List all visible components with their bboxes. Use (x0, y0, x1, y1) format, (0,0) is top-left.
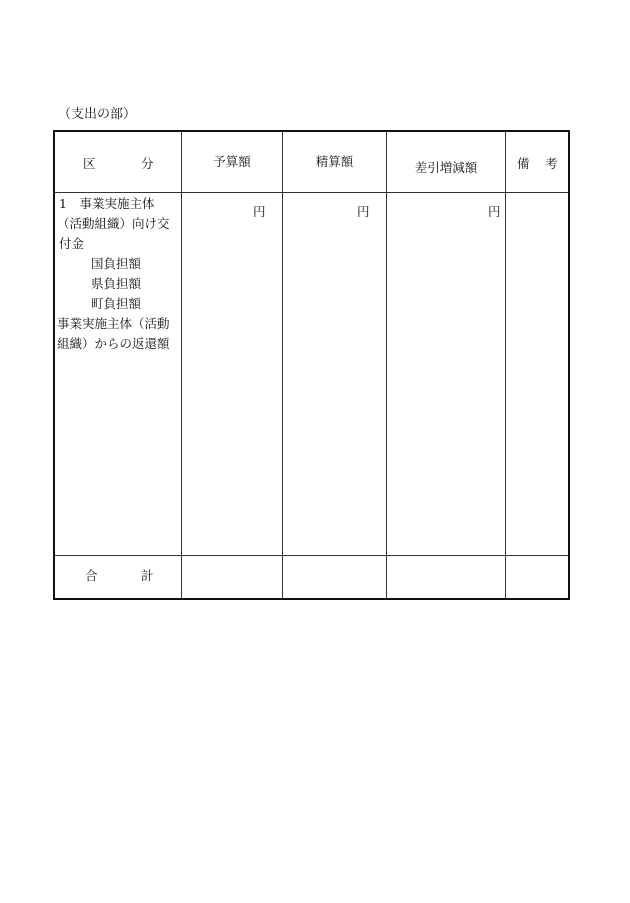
column-divider (505, 132, 506, 598)
header-remarks-second: 考 (545, 156, 558, 171)
category-line: （活動組織）向け交 (57, 216, 170, 231)
header-remarks-first: 備 (517, 156, 530, 171)
category-line: 事業実施主体（活動 (57, 316, 170, 331)
header-difference: 差引増減額 (414, 160, 478, 175)
total-label-second: 計 (141, 568, 154, 583)
header-category-first: 区 (83, 156, 96, 171)
category-line: 県負担額 (91, 276, 142, 291)
settlement-unit: 円 (357, 204, 370, 219)
difference-unit: 円 (488, 204, 501, 219)
header-budget: 予算額 (213, 154, 251, 169)
expense-table (53, 130, 570, 600)
column-divider (386, 132, 387, 598)
header-category-second: 分 (141, 156, 154, 171)
category-line: 国負担額 (91, 256, 142, 271)
column-divider (181, 132, 182, 598)
column-divider (282, 132, 283, 598)
category-line: 付金 (59, 236, 85, 251)
total-label-first: 合 (85, 568, 98, 583)
category-line: 組織）からの返還額 (57, 336, 170, 351)
budget-unit: 円 (253, 204, 266, 219)
section-label: （支出の部） (58, 107, 137, 122)
header-settlement: 精算額 (315, 154, 354, 169)
category-line: 1 事業実施主体 (59, 196, 155, 211)
header-divider (55, 192, 568, 193)
category-line: 町負担額 (91, 296, 142, 311)
total-divider (55, 555, 568, 556)
